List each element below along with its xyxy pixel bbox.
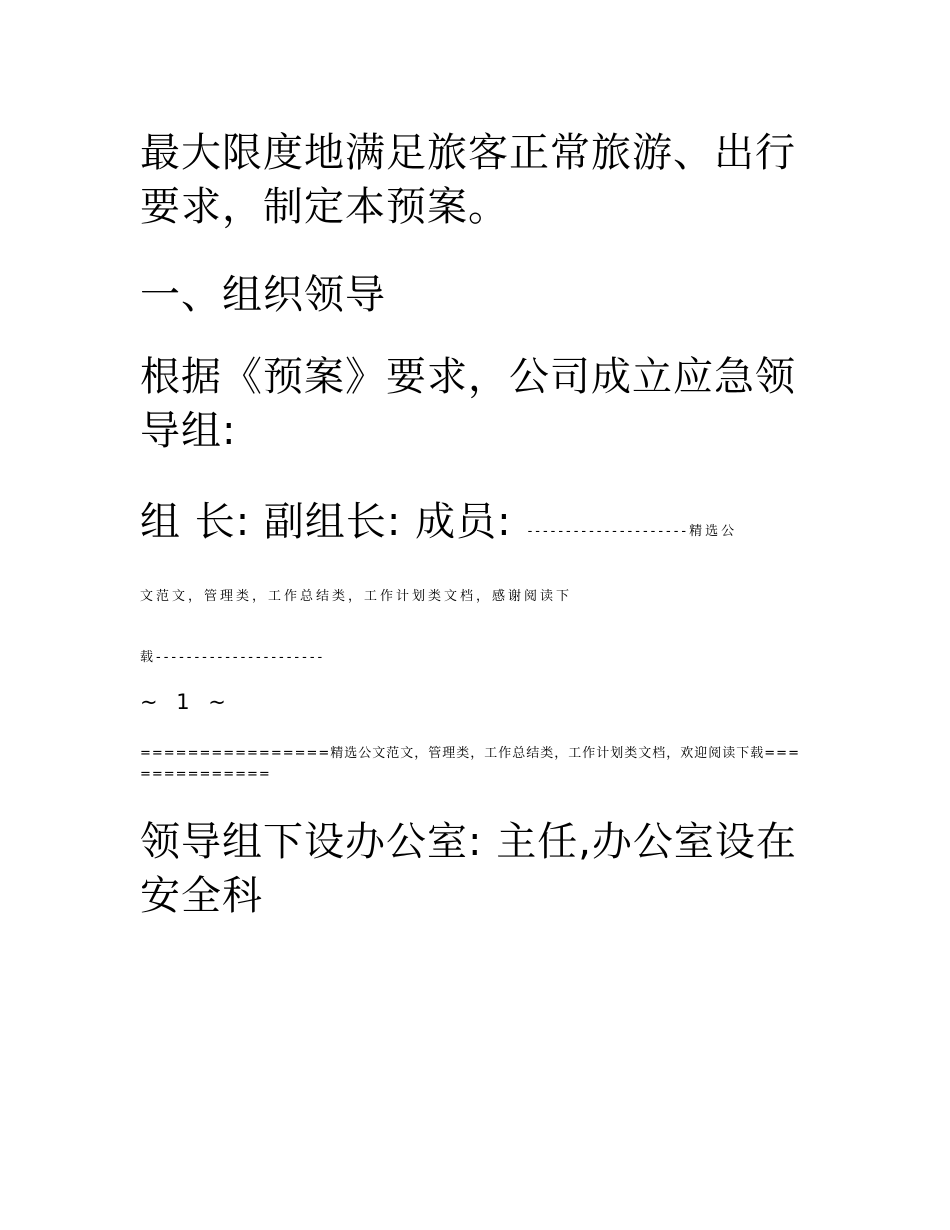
roles-line [140, 495, 820, 549]
body-paragraph: 根据《预案》要求，公司成立应急领导组: [140, 354, 796, 454]
body-paragraph: 领导组下设办公室: 主任,办公室设在安全科 [140, 819, 797, 919]
section-heading: 一、组织领导 [140, 272, 386, 318]
watermark-text: ---------------------精选公 [527, 524, 738, 539]
page-number: ~ 1 ~ [140, 690, 232, 714]
body-paragraph: 最大限度地满足旅客正常旅游、出行要求，制定本预案。 [140, 130, 796, 230]
roles-text: 组 长: 副组长: 成员: [140, 499, 512, 545]
watermark-text: 文范文，管理类，工作总结类，工作计划类文档，感谢阅读下 [140, 589, 573, 604]
footer-banner: ================精选公文范文，管理类，工作总结类，工作计划类文档，欢迎阅读下载============== [140, 746, 800, 782]
watermark-text: 载---------------------- [140, 650, 326, 665]
